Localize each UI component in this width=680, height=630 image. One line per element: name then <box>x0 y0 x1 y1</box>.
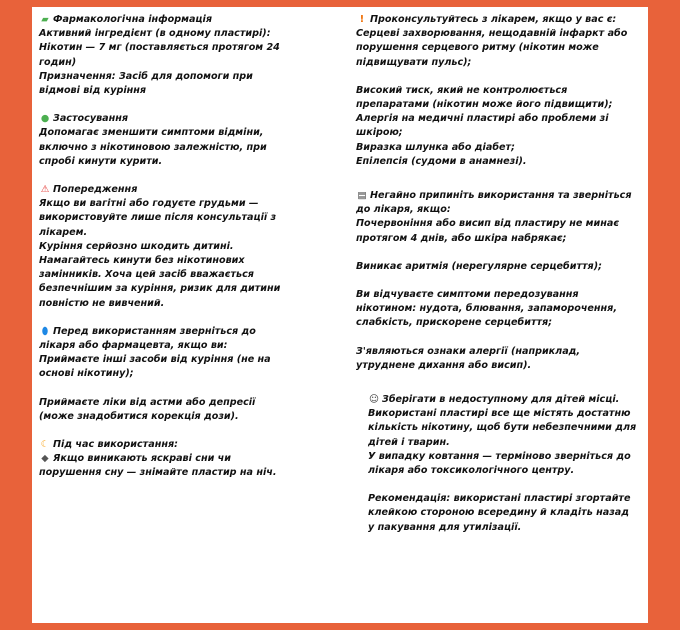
storage-line: Використані пластирі все ще містять достатню кількість нікотину, щоб бути небезпечними для дітей і тварин. <box>368 408 637 448</box>
user-icon: ● <box>40 113 50 125</box>
pharmacology-line: Активний інгредієнт (в одному пластирі): <box>39 28 271 40</box>
pharmacology-line: Нікотин — 7 мг (поставляється протягом 24 годин) <box>39 42 280 68</box>
instruction-sheet <box>32 7 648 623</box>
consult-title: Проконсультуйтесь з лікарем, якщо у вас є: <box>370 14 617 25</box>
usage-line: Допомагає зменшити симптоми відміни, включно з нікотиновою залежністю, при спробі кинути курити. <box>39 127 267 167</box>
during-use-section <box>39 438 281 481</box>
child-icon: ☺ <box>368 394 379 406</box>
consult-line: Виразка шлунка або діабет; <box>356 141 515 153</box>
pill-icon: ⬮ <box>41 325 49 337</box>
warnings-heading <box>39 183 281 197</box>
storage-heading <box>368 393 638 407</box>
consult-line: Алергія на медичні пластирі або проблеми зі шкірою; <box>356 113 609 139</box>
pharmacology-title: Фармакологічна інформація <box>53 14 212 25</box>
storage-section <box>356 393 638 535</box>
left-column <box>39 13 281 481</box>
stop-use-item: З'являються ознаки алергії (наприклад, утруднене дихання або висип). <box>356 345 581 371</box>
consult-line: Серцеві захворювання, нещодавній інфаркт або порушення серцевого ритму (нікотин може підвищувати пульс); <box>356 28 628 68</box>
before-use-title: Перед використанням зверніться до лікаря або фармацевта, якщо ви: <box>39 325 256 352</box>
stop-use-item: Почервоніння або висип від пластиру не минає протягом 4 днів, або шкіра набрякає; <box>356 218 620 244</box>
notebook-icon: ▤ <box>357 190 367 202</box>
warning-icon: ⚠ <box>40 184 50 196</box>
usage-title: Застосування <box>53 113 129 125</box>
before-use-heading <box>39 325 281 353</box>
warnings-line: Куріння серйозно шкодить дитині. <box>39 240 234 252</box>
during-use-title: Під час використання: <box>53 439 178 451</box>
usage-section <box>39 112 281 169</box>
stop-use-title: Негайно припиніть використання та зверніться до лікаря, якщо: <box>356 190 632 216</box>
consult-section <box>356 13 638 169</box>
moon-icon: ☾ <box>40 439 50 451</box>
during-use-line <box>39 452 281 480</box>
storage-line: У випадку ковтання — терміново зверніться до лікаря або токсикологічного центру. <box>368 450 631 477</box>
warnings-line: Намагайтесь кинути без нікотинових замінників. Хоча цей засіб вважається безпечнішим за куріння, ризик для дитини повністю не вивчений. <box>39 255 281 309</box>
right-column <box>356 13 638 535</box>
pill-bottle-icon: ▰ <box>41 14 49 25</box>
consult-heading <box>356 13 638 27</box>
storage-recommendation: Рекомендація: використані пластирі згортайте клейкою стороною всередину й кладіть назад у пакування для утилізації. <box>368 493 631 533</box>
pharmacology-line: Призначення: Засіб для допомоги при відмові від куріння <box>39 70 253 97</box>
pharmacology-heading <box>39 13 281 27</box>
pharmacology-section <box>39 13 281 98</box>
consult-line: Епілепсія (судоми в анамнезі). <box>356 155 527 167</box>
warnings-title: Попередження <box>53 184 138 196</box>
before-use-line: Приймаєте інші засоби від куріння (не на основі нікотину); <box>39 354 271 380</box>
storage-title: Зберігати в недоступному для дітей місці. <box>382 394 620 406</box>
usage-heading <box>39 112 281 126</box>
stop-use-heading <box>356 189 638 217</box>
diamond-icon: ◆ <box>41 453 49 465</box>
stop-use-item: Ви відчуваєте симптоми передозування нікотином: нудота, блювання, запаморочення, слабкість, прискорене серцебиття; <box>356 289 617 329</box>
exclamation-icon: ! <box>359 14 365 25</box>
consult-line: Високий тиск, який не контролюється препаратами (нікотин може його підвищити); <box>356 84 613 111</box>
warnings-section <box>39 183 281 311</box>
warnings-line: Якщо ви вагітні або годуєте грудьми — використовуйте лише після консультації з лікарем. <box>39 198 277 238</box>
before-use-line: Приймаєте ліки від астми або депресії (може знадобитися корекція дози). <box>39 396 256 422</box>
during-use-heading <box>39 438 281 452</box>
before-use-section <box>39 325 281 424</box>
stop-use-section <box>356 189 638 373</box>
during-use-text: Якщо виникають яскраві сни чи порушення сну — знімайте пластир на ніч. <box>39 453 277 479</box>
stop-use-item: Виникає аритмія (нерегулярне серцебиття); <box>356 260 602 272</box>
